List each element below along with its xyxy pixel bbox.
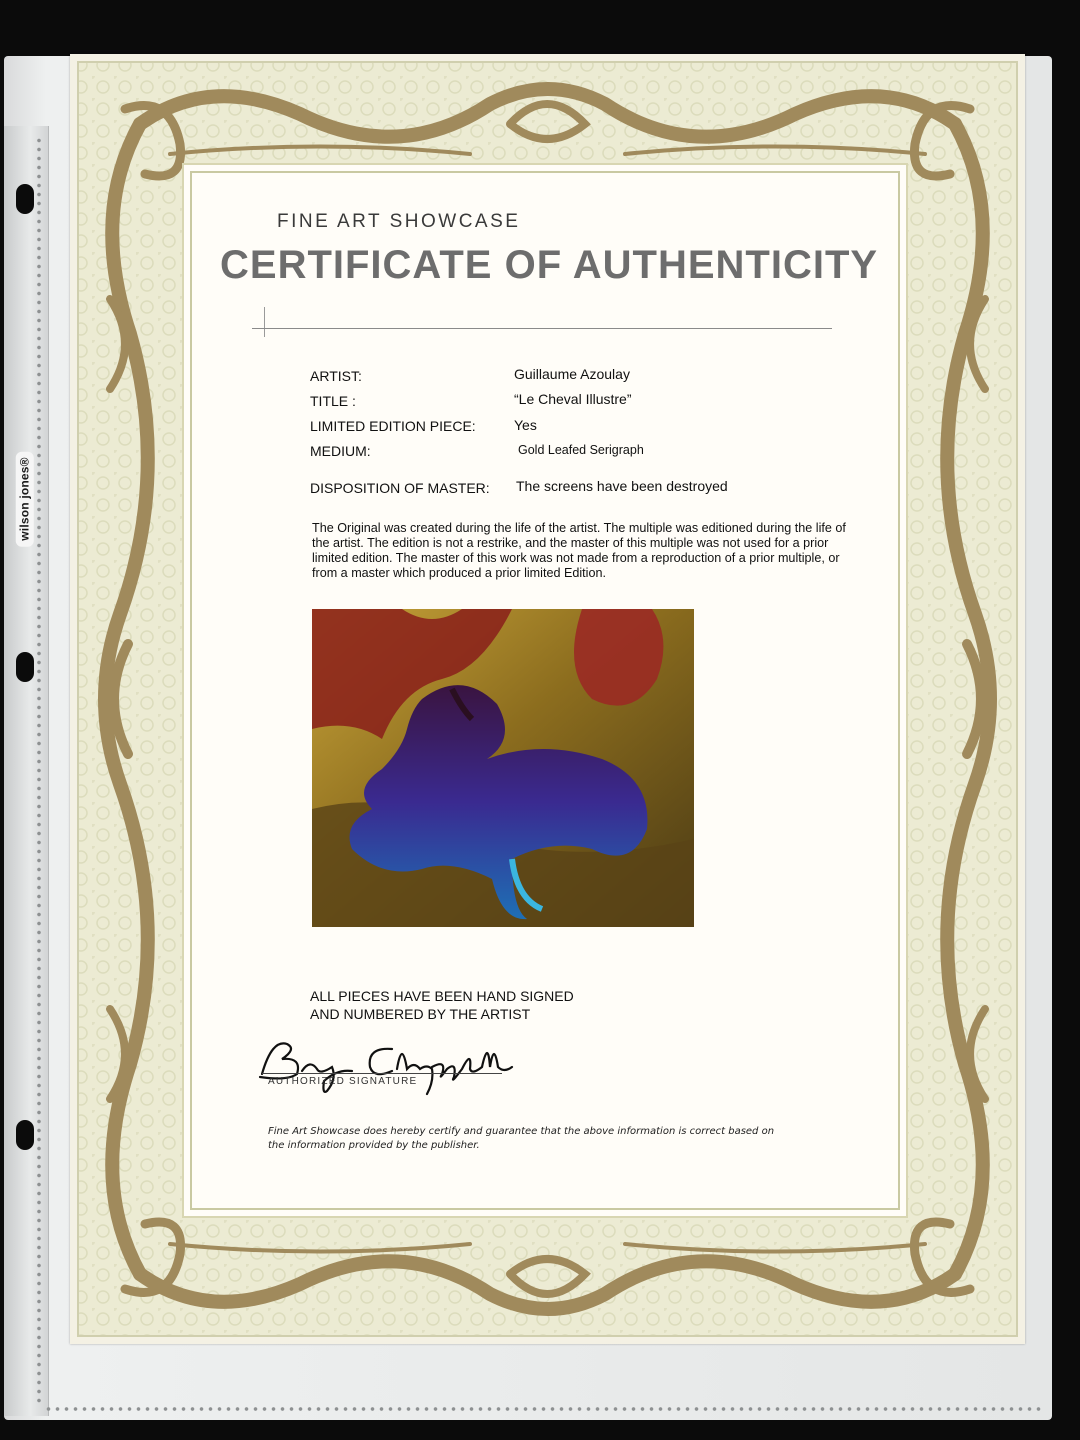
brand-text: wilson jones® — [16, 451, 34, 546]
header-divider — [252, 328, 832, 329]
certification-footer: Fine Art Showcase does hereby certify and guarantee that the above information is correct based on the information provided by the publisher. — [268, 1126, 775, 1151]
certificate-body — [190, 171, 900, 1210]
limited-edition-label: LIMITED EDITION PIECE: — [310, 418, 476, 434]
disposition-value: The screens have been destroyed — [516, 478, 728, 494]
hand-signed-line2: AND NUMBERED BY THE ARTIST — [310, 1006, 531, 1022]
artist-value: Guillaume Azoulay — [514, 366, 630, 382]
signature-line — [262, 1073, 502, 1074]
medium-value: Gold Leafed Serigraph — [518, 443, 644, 457]
title-label: TITLE : — [310, 393, 356, 409]
binder-hole — [16, 184, 34, 214]
issuer-name: FINE ART SHOWCASE — [277, 211, 521, 232]
signature-label: AUTHORIZED SIGNATURE — [268, 1076, 418, 1087]
certificate-title: CERTIFICATE OF AUTHENTICITY — [220, 243, 879, 287]
sleeve-seam — [36, 136, 42, 1406]
binder-hole — [16, 652, 34, 682]
hand-signed-line1: ALL PIECES HAVE BEEN HAND SIGNED — [310, 988, 574, 1004]
binder-hole — [16, 1120, 34, 1150]
handwritten-signature — [242, 1019, 542, 1099]
artist-label: ARTIST: — [310, 368, 362, 384]
hand-signed-note — [310, 987, 574, 1023]
artwork-image — [312, 609, 694, 927]
authenticity-statement: The Original was created during the life of the artist. The multiple was editioned during the life of the artist. The edition is not a restrike, and the master of this multiple was not used for a prior limited edition. The master of this work was not made from a reproduction of a prior multiple, or from a master which produced a prior limited Edition. — [312, 521, 846, 580]
certificate-paper — [70, 54, 1025, 1344]
limited-edition-value: Yes — [514, 417, 537, 433]
divider-tick — [264, 307, 265, 337]
sleeve-binding-strip — [4, 126, 49, 1416]
sleeve-seam-bottom — [44, 1406, 1044, 1412]
disposition-label: DISPOSITION OF MASTER: — [310, 480, 490, 496]
medium-label: MEDIUM: — [310, 443, 371, 459]
title-value: “Le Cheval Illustre” — [514, 391, 632, 407]
sleeve-brand-label — [10, 424, 40, 574]
